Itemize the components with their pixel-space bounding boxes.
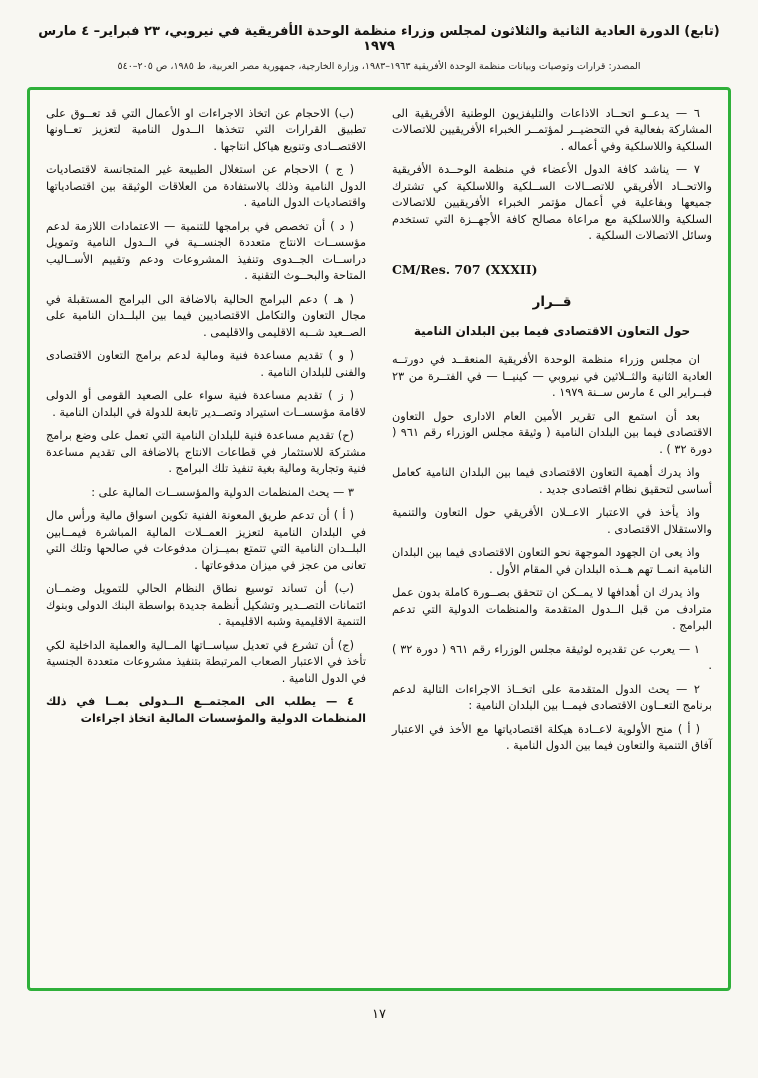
resolution-paragraph: ( هـ ) دعم البرامج الحالية بالاضافة الى البرامج المستقبلة في مجال التعاون والتكامل الاقتصاديين فيما بين البلــدان النامية على الصــعيد شــبه الاقليمى والاقليمى . — [46, 292, 366, 339]
resolution-paragraph: واذ يأخذ في الاعتبار الاعــلان الأفريقي حول التعاون والتنمية والاستقلال الاقتصادى . — [392, 506, 712, 536]
content-box — [27, 87, 731, 991]
resolution-paragraph: ( أ ) أن تدعم طريق المعونة الفنية تكوين اسواق مالية ورأس مال في البلدان النامية لتعزيز العمــلات المالية المباشرة فيمــابين البلــدان النامية التي تتمتع بميــزان مدفوعات في صالحها وتلك التي تعانى من عجز في ميزان مدفوعاتها . — [46, 509, 366, 572]
resolution-paragraph: ان مجلس وزراء منظمة الوحدة الأفريقية المنعقــد في دورتــه العادية الثانية والثــلاثين في نيروبي — كينيــا — في الفتــرة من ٢٣ فبــراير الى ٤ مارس ســنة ١٩٧٩ . — [392, 353, 712, 400]
resolution-paragraph: ٤ — يطلب الى المجتمــع الــدولى بمــا في ذلك المنظمات الدولية والمؤسسات المالية اتخاذ اجراءات — [46, 695, 366, 725]
resolution-paragraph: (ب) الاحجام عن اتخاذ الاجراءات او الأعمال التي قد تعــوق على تطبيق القرارات التي تتخذها الــدول النامية لتعزيز تعــاونها الاقتصــادى وتنويع هياكل انتاجها . — [46, 107, 366, 153]
resolution-heading: حول التعاون الاقتصادى فيما بين البلدان النامية — [413, 323, 691, 338]
resolution-paragraph: ( ز ) تقديم مساعدة فنية سواء على الصعيد القومى أو الدولى لاقامة مؤسســات استيراد وتصــدير تابعة للدولة في البلدان النامية . — [46, 389, 366, 419]
document-title: (تابع) الدورة العادية الثانية والثلاثون لمجلس وزراء منظمة الوحدة الأفريقية في نيروبي، ٢٣ فبراير– ٤ مارس ١٩٧٩ — [38, 24, 720, 54]
resolution-paragraph: (ب) أن تساند توسيع نطاق النظام الحالي للتمويل وضمــان ائتمانات التصــدير وتشكيل أنظمة جديدة بواسطة البنك الدولى وبنوك التنمية الاقليمية وشبه الاقليمية . — [46, 582, 366, 629]
resolution-paragraph: ( ج ) الاحجام عن استغلال الطبيعة غير المتجانسة لاقتصاديات الدول النامية وذلك بالاستفادة من العلاقات الوثيقة بين اقتصادياتها واقتصاديات الدول النامية . — [46, 163, 366, 210]
resolution-paragraph: ٢ — يحث الدول المتقدمة على اتخــاذ الاجراءات التالية لدعم برنامج التعــاون الاقتصادى فيمــا بين البلدان النامية : — [392, 682, 712, 713]
document-source: المصدر: قرارات وتوصيات وبيانات منظمة الوحدة الأفريقية ١٩٦٣–١٩٨٣، وزارة الخارجية، جمهورية مصر العربية، ط ١٩٨٥، ص ٢٠٥–٥٤٠ — [117, 61, 641, 72]
resolution-paragraph: ٧ — يناشد كافة الدول الأعضاء في منظمة الوحــدة الأفريقية والاتحــاد الأفريقي للاتصــالات الســلكية واللاسلكية كي تشترك جميعها وبفاعلية في أعمال مؤتمر الخبراء الأفريقيين للاتصالات السلكية واللاسلكية مع مراعاة مصالح كافة الأجهــزة التي تستخدم وسائل الاتصالات السلكية . — [392, 163, 712, 243]
column-left — [46, 106, 366, 978]
resolution-paragraph: ١ — يعرب عن تقديره لوثيقة مجلس الوزراء رقم ٩٦١ ( دورة ٣٢ ) . — [392, 642, 712, 673]
page-header — [26, 24, 732, 72]
page-footer — [26, 1007, 732, 1022]
resolution-paragraph: ( أ ) منح الأولوية لاعــادة هيكلة اقتصادياتها مع الأخذ في الاعتبار آفاق التنمية والتعاون فيما بين الدول النامية . — [392, 722, 712, 753]
resolution-paragraph: (ح) تقديم مساعدة فنية للبلدان النامية التي تعمل على وضع برامج مشتركة للاستثمار في قطاعات الانتاج بالاضافة الى تقديم مساعدة فنية وتجارية ومالية بغية تنفيذ تلك البرامج . — [46, 429, 366, 476]
resolution-paragraph: واذ يعى ان الجهود الموجهة نحو التعاون الاقتصادى فيما بين البلدان النامية انمــا تهم هــذه البلدان في المقام الأول . — [392, 546, 712, 576]
page-number: ١٧ — [372, 1007, 386, 1022]
resolution-paragraph: ( د ) أن تخصص في برامجها للتنمية — الاعتمادات اللازمة لدعم مؤسســات الانتاج متعددة الجنســية في الــدول النامية وتمويل دراســات الجــدوى وتنفيذ المشروعات ودعم وتقييم الأســاليب المتاحة والبحــوث التقنية . — [46, 219, 366, 283]
resolution-label: قــرار — [532, 294, 572, 311]
resolution-paragraph: بعد أن استمع الى تقرير الأمين العام الادارى حول التعاون الاقتصادى فيما بين البلدان النامية ( وثيقة مجلس الوزراء رقم ٩٦١ ( دورة ٣٢ ) . — [392, 409, 712, 456]
resolution-paragraph: ٣ — يحث المنظمات الدولية والمؤسســات المالية على : — [91, 485, 354, 499]
resolution-paragraph: ( و ) تقديم مساعدة فنية ومالية لدعم برامج التعاون الاقتصادى والفنى للبلدان النامية . — [46, 349, 366, 379]
resolution-paragraph: ٦ — يدعــو اتحــاد الاذاعات والتليفزيون الوطنية الأفريقية الى المشاركة بفعالية في التحضيــر لمؤتمــر الخبراء الأفريقيين للاتصالات السلكية واللاسلكية وفي أعماله . — [392, 107, 712, 153]
column-right — [392, 106, 712, 978]
resolution-paragraph: واذ يدرك ان أهدافها لا يمــكن ان تتحقق بصــورة كاملة بدون عمل مترادف من قبل الــدول المتقدمة والمنظمات الدولية التي تدعم البرامج . — [392, 586, 712, 633]
resolution-paragraph: واذ يدرك أهمية التعاون الاقتصادى فيما بين البلدان النامية كعامل أساسى لتحقيق نظام اقتصادى جديد . — [392, 466, 712, 496]
resolution-number: CM/Res. 707 (XXXII) — [392, 261, 538, 277]
resolution-paragraph: (ج) أن تشرع في تعديل سياســاتها المــالية والعملية الداخلية لكي تأخذ في الاعتبار الصعاب المرتبطة بتنفيذ مشروعات متعددة الجنسية في الدول النامية . — [46, 638, 366, 685]
